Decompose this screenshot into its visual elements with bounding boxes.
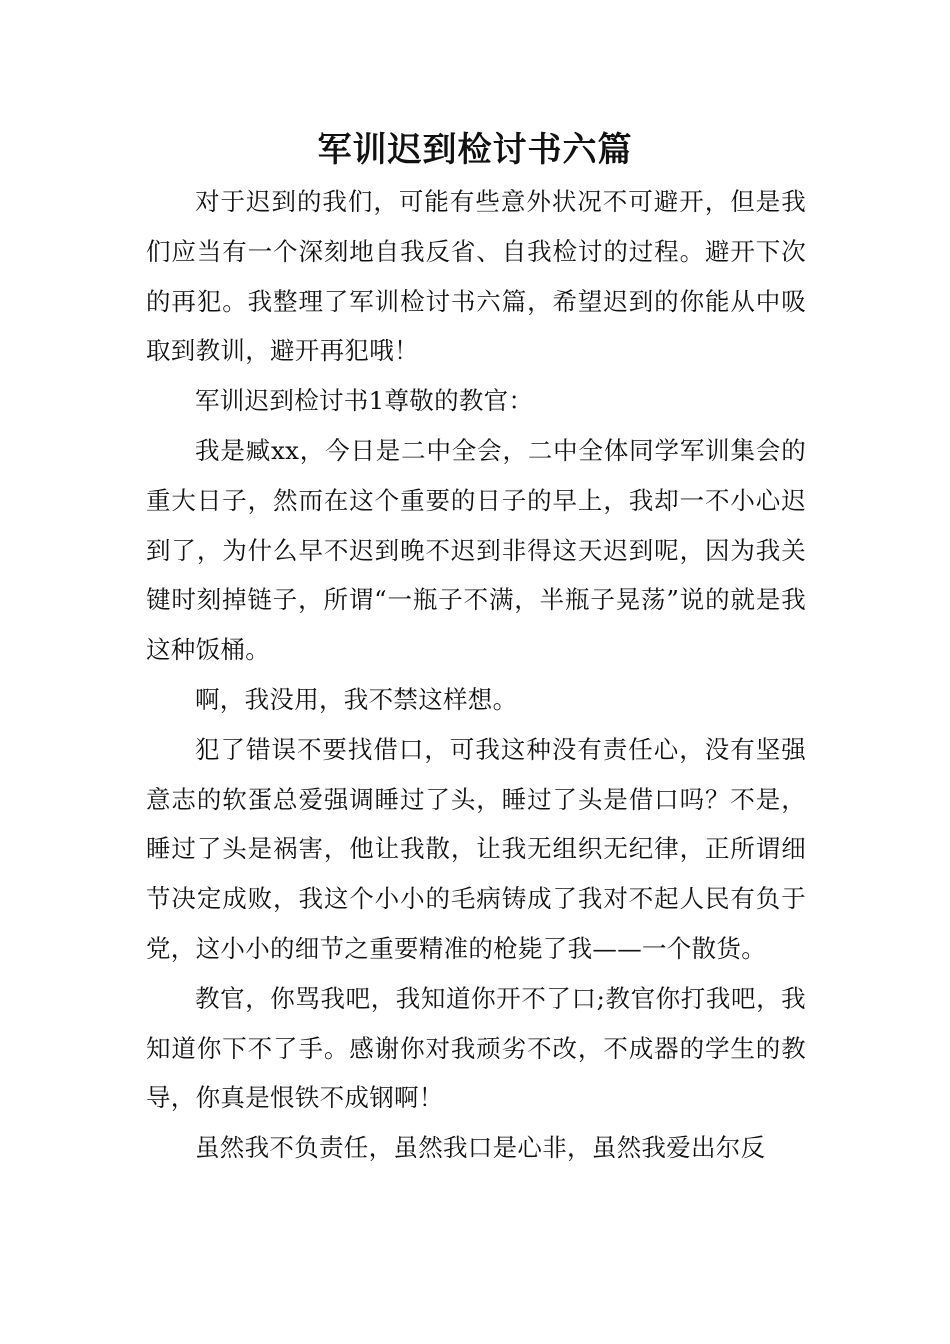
paragraph-body-4: 教官，你骂我吧，我知道你开不了口;教官你打我吧，我知道你下不了手。感谢你对我顽劣不改，不成器的学生的教导，你真是恨铁不成钢啊！ bbox=[146, 983, 806, 1113]
paragraph-heading-1: 军训迟到检讨书1尊敬的教官： bbox=[195, 386, 534, 416]
paragraph-body-5: 虽然我不负责任，虽然我口是心非，虽然我爱出尔反 bbox=[195, 1133, 766, 1163]
document-body bbox=[146, 177, 806, 1173]
paragraph-body-2: 啊，我没用，我不禁这样想。 bbox=[195, 684, 518, 714]
paragraph-body-3: 犯了错误不要找借口，可我这种没有责任心，没有坚强意志的软蛋总爱强调睡过了头，睡过了头是借口吗？不是，睡过了头是祸害，他让我散，让我无组织无纪律，正所谓细节决定成败，我这个小小的毛病铸成了我对不起人民有负于党，这小小的细节之重要精准的枪毙了我——一个散货。 bbox=[146, 734, 806, 963]
document-title: 军训迟到检讨书六篇 bbox=[317, 130, 633, 170]
paragraph-intro: 对于迟到的我们，可能有些意外状况不可避开，但是我们应当有一个深刻地自我反省、自我检讨的过程。避开下次的再犯。我整理了军训检讨书六篇，希望迟到的你能从中吸取到教训，避开再犯哦！ bbox=[146, 187, 806, 366]
paragraph-body-1: 我是臧xx，今日是二中全会，二中全体同学军训集会的重大日子，然而在这个重要的日子的早上，我却一不小心迟到了，为什么早不迟到晚不迟到非得这天迟到呢，因为我关键时刻掉链子，所谓“一瓶子不满，半瓶子晃荡”说的就是我这种饭桶。 bbox=[146, 435, 806, 665]
